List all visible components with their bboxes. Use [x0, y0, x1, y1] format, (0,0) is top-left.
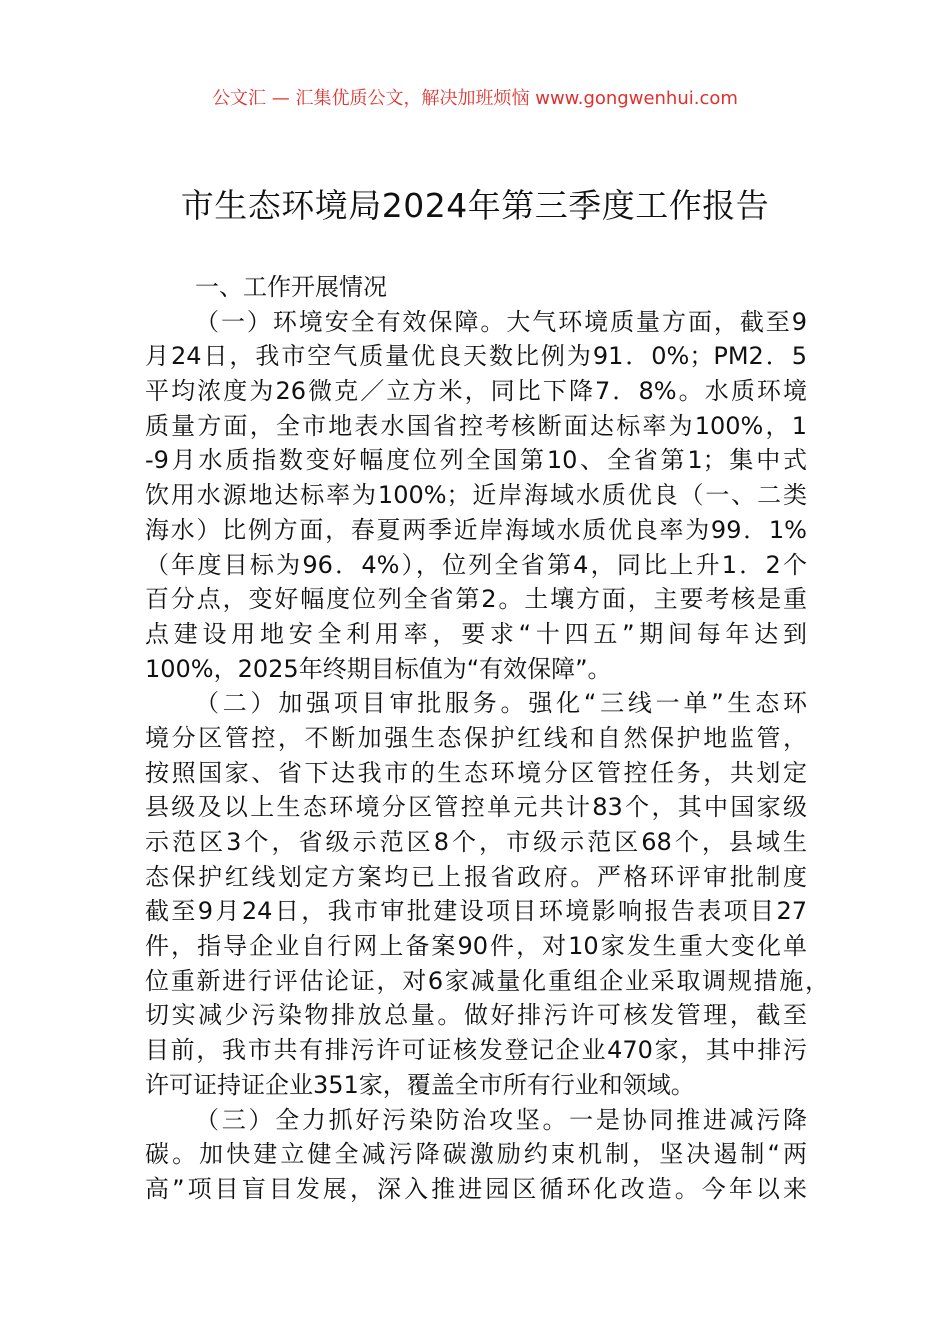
text-line: 质量方面，全市地表水国省控考核断面达标率为100%，1 — [145, 411, 807, 440]
text-line: 示范区3个，省级示范区8个，市级示范区68个，县域生 — [145, 828, 807, 856]
text-line: 碳。加快建立健全减污降碳激励约束机制，坚决遏制“两 — [145, 1140, 807, 1169]
section-heading: 一、工作开展情况 — [195, 273, 387, 301]
text-line: 县级及以上生态环境分区管控单元共计83个，其中国家级 — [145, 793, 807, 822]
text-line: 100%，2025年终期目标值为“有效保障”。 — [145, 654, 612, 683]
text-line: （一）环境安全有效保障。大气环境质量方面，截至9 — [195, 307, 807, 336]
text-line: 截至9月24日，我市审批建设项目环境影响报告表项目27 — [145, 897, 807, 926]
text-line: 态保护红线划定方案均已上报省政府。严格环评审批制度 — [145, 862, 807, 891]
text-line: （二）加强项目审批服务。强化“三线一单”生态环 — [195, 689, 807, 718]
document-body — [145, 270, 829, 1207]
paragraph — [145, 686, 829, 1102]
document-title: 市生态环境局2024年第三季度工作报告 — [180, 186, 770, 225]
text-line: 月24日，我市空气质量优良天数比例为91．0%；PM2．5 — [145, 342, 807, 371]
text-line: 百分点，变好幅度位列全省第2。土壤方面，主要考核是重 — [145, 585, 807, 614]
text-line: 位重新进行评估论证，对6家减量化重组企业采取调规措施， — [145, 966, 829, 995]
text-line: 高”项目盲目发展，深入推进园区循环化改造。今年以来 — [145, 1174, 807, 1203]
text-line: 平均浓度为26微克／立方米，同比下降7．8%。水质环境 — [145, 377, 807, 406]
paragraphs — [145, 305, 829, 1207]
text-line: 许可证持证企业351家，覆盖全市所有行业和领域。 — [145, 1070, 695, 1099]
text-line: 按照国家、省下达我市的生态环境分区管控任务，共划定 — [145, 758, 807, 787]
text-line: -9月水质指数变好幅度位列全国第10、全省第1；集中式 — [145, 446, 807, 475]
text-line: （三）全力抓好污染防治攻坚。一是协同推进减污降 — [195, 1105, 807, 1134]
paragraph — [145, 1103, 807, 1207]
watermark-banner: 公文汇 — 汇集优质公文，解决加班烦恼 www.gongwenhui.com — [212, 88, 738, 109]
text-line: 件，指导企业自行网上备案90件，对10家发生重大变化单 — [145, 932, 807, 961]
paragraph — [145, 305, 807, 687]
text-line: （年度目标为96．4%），位列全省第4，同比上升1．2个 — [145, 550, 807, 579]
text-line: 饮用水源地达标率为100%；近岸海域水质优良（一、二类 — [145, 481, 807, 510]
text-line: 目前，我市共有排污许可证核发登记企业470家，其中排污 — [145, 1036, 807, 1065]
text-line: 境分区管控，不断加强生态保护红线和自然保护地监管， — [145, 723, 807, 752]
text-line: 海水）比例方面，春夏两季近岸海域水质优良率为99．1% — [145, 515, 807, 544]
text-line: 点建设用地安全利用率，要求“十四五”期间每年达到 — [145, 619, 807, 648]
text-line: 切实减少污染物排放总量。做好排污许可核发管理，截至 — [145, 1001, 807, 1030]
